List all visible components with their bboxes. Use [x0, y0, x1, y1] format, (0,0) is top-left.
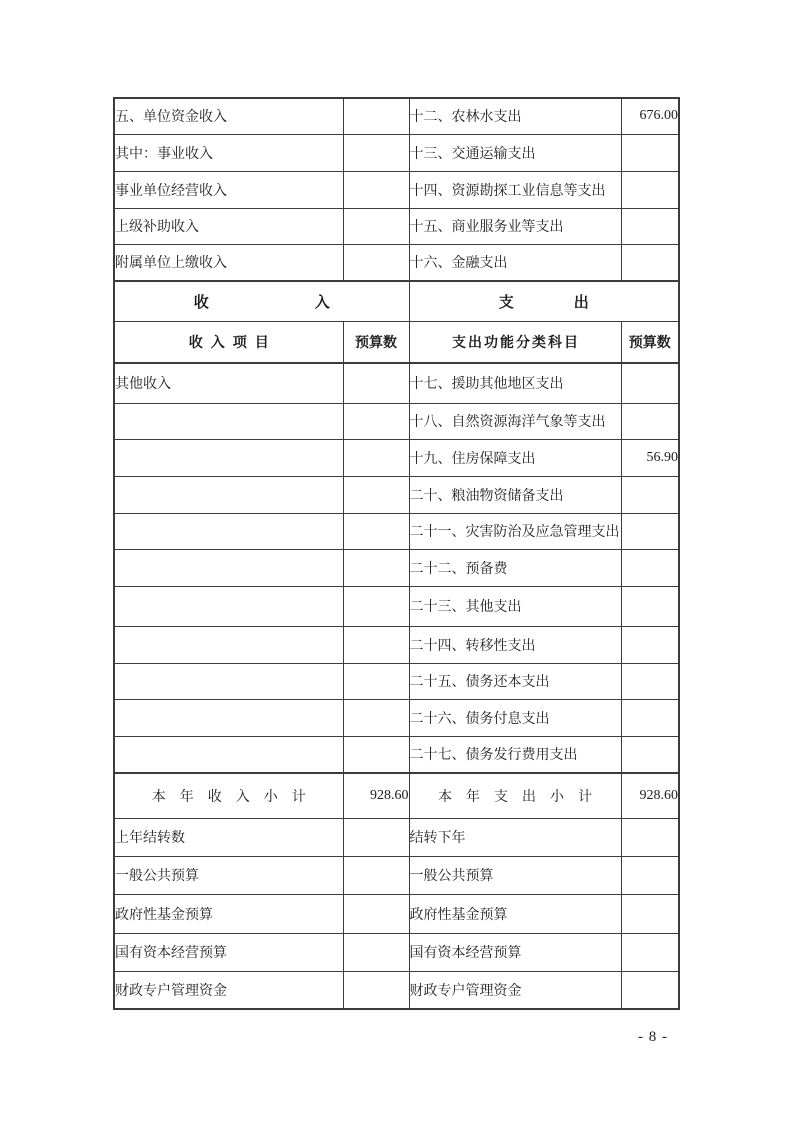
income-item [114, 586, 343, 626]
income-subtotal-label: 本 年 收 入 小 计 [151, 789, 306, 805]
expense-budget [621, 363, 679, 403]
table-row [114, 476, 679, 513]
income-budget [343, 244, 409, 281]
income-budget [343, 626, 409, 663]
expense-budget-header: 预算数 [621, 321, 679, 363]
table-row [114, 626, 679, 663]
expense-budget [621, 971, 679, 1009]
income-budget [343, 171, 409, 208]
income-section-title: 收 入 [193, 294, 330, 311]
expense-item: 结转下年 [409, 818, 621, 856]
expense-item-header [409, 321, 621, 363]
expense-section-title: 支 出 [498, 294, 589, 311]
expense-item: 十五、商业服务业等支出 [409, 208, 621, 244]
income-item-header [114, 321, 343, 363]
expense-budget [621, 549, 679, 586]
table-row [114, 736, 679, 773]
section-header-row [114, 281, 679, 321]
table-row [114, 513, 679, 549]
table-row [114, 818, 679, 856]
expense-item: 二十七、债务发行费用支出 [409, 736, 621, 773]
page-number: - 8 - [638, 1029, 668, 1045]
income-item [114, 736, 343, 773]
column-header-row [114, 321, 679, 363]
income-budget [343, 134, 409, 171]
expense-budget [621, 818, 679, 856]
income-budget [343, 513, 409, 549]
income-item [114, 699, 343, 736]
expense-budget [621, 856, 679, 894]
expense-budget [621, 244, 679, 281]
income-item: 国有资本经营预算 [114, 933, 343, 971]
table-row [114, 98, 679, 134]
income-item [114, 439, 343, 476]
income-item: 事业单位经营收入 [114, 171, 343, 208]
expense-item: 二十六、债务付息支出 [409, 699, 621, 736]
table-row [114, 171, 679, 208]
table-row [114, 933, 679, 971]
income-budget [343, 856, 409, 894]
income-item: 财政专户管理资金 [114, 971, 343, 1009]
expense-item: 二十一、灾害防治及应急管理支出 [409, 513, 621, 549]
expense-budget: 56.90 [621, 439, 679, 476]
table-row [114, 699, 679, 736]
table-row [114, 549, 679, 586]
expense-budget [621, 736, 679, 773]
income-budget [343, 363, 409, 403]
table-row [114, 894, 679, 933]
expense-subtotal-label-cell [409, 773, 621, 818]
income-subtotal-value: 928.60 [343, 773, 409, 818]
table-row [114, 403, 679, 439]
income-item: 上级补助收入 [114, 208, 343, 244]
table-row [114, 208, 679, 244]
expense-item: 十二、农林水支出 [409, 98, 621, 134]
expense-item: 财政专户管理资金 [409, 971, 621, 1009]
income-budget [343, 403, 409, 439]
expense-item: 二十三、其他支出 [409, 586, 621, 626]
expense-budget: 676.00 [621, 98, 679, 134]
income-item [114, 476, 343, 513]
table-row [114, 586, 679, 626]
expense-item: 十六、金融支出 [409, 244, 621, 281]
expense-section-header [409, 281, 679, 321]
income-item [114, 626, 343, 663]
income-budget [343, 818, 409, 856]
expense-budget [621, 699, 679, 736]
income-item: 一般公共预算 [114, 856, 343, 894]
expense-budget [621, 663, 679, 699]
expense-item: 二十、粮油物资储备支出 [409, 476, 621, 513]
expense-item: 十七、援助其他地区支出 [409, 363, 621, 403]
income-item [114, 513, 343, 549]
income-budget [343, 208, 409, 244]
expense-budget [621, 894, 679, 933]
expense-budget [621, 476, 679, 513]
expense-subtotal-value: 928.60 [621, 773, 679, 818]
income-section-header [114, 281, 409, 321]
income-budget [343, 736, 409, 773]
expense-budget [621, 134, 679, 171]
expense-item: 十三、交通运输支出 [409, 134, 621, 171]
expense-item: 十九、住房保障支出 [409, 439, 621, 476]
table-row [114, 363, 679, 403]
expense-budget [621, 626, 679, 663]
expense-item: 二十二、预备费 [409, 549, 621, 586]
income-budget [343, 98, 409, 134]
income-budget [343, 971, 409, 1009]
income-item [114, 549, 343, 586]
expense-budget [621, 208, 679, 244]
income-item: 政府性基金预算 [114, 894, 343, 933]
income-item: 五、单位资金收入 [114, 98, 343, 134]
income-item: 其中：事业收入 [114, 134, 343, 171]
income-budget-header: 预算数 [343, 321, 409, 363]
income-budget [343, 894, 409, 933]
income-budget [343, 586, 409, 626]
table-row [114, 244, 679, 281]
expense-budget [621, 171, 679, 208]
expense-budget [621, 403, 679, 439]
table-row [114, 439, 679, 476]
income-budget [343, 663, 409, 699]
subtotal-row [114, 773, 679, 818]
income-item: 上年结转数 [114, 818, 343, 856]
expense-subtotal-label: 本 年 支 出 小 计 [438, 789, 592, 805]
expense-budget [621, 933, 679, 971]
table-row [114, 663, 679, 699]
income-budget [343, 476, 409, 513]
income-item: 其他收入 [114, 363, 343, 403]
table-row [114, 856, 679, 894]
expense-budget [621, 513, 679, 549]
income-budget [343, 699, 409, 736]
income-subtotal-label-cell [114, 773, 343, 818]
income-budget [343, 439, 409, 476]
table-row [114, 971, 679, 1009]
income-item [114, 403, 343, 439]
expense-item: 十八、自然资源海洋气象等支出 [409, 403, 621, 439]
expense-item: 二十五、债务还本支出 [409, 663, 621, 699]
expense-item: 一般公共预算 [409, 856, 621, 894]
expense-budget [621, 586, 679, 626]
expense-item: 十四、资源勘探工业信息等支出 [409, 171, 621, 208]
expense-item: 国有资本经营预算 [409, 933, 621, 971]
budget-table [113, 97, 680, 1010]
income-item-header-label: 收 入 项 目 [188, 335, 269, 351]
income-budget [343, 933, 409, 971]
income-budget [343, 549, 409, 586]
expense-item-header-label: 支 出 功 能 分 类 科 目 [452, 335, 578, 351]
income-item [114, 663, 343, 699]
table-row [114, 134, 679, 171]
expense-item: 二十四、转移性支出 [409, 626, 621, 663]
income-item: 附属单位上缴收入 [114, 244, 343, 281]
expense-item: 政府性基金预算 [409, 894, 621, 933]
